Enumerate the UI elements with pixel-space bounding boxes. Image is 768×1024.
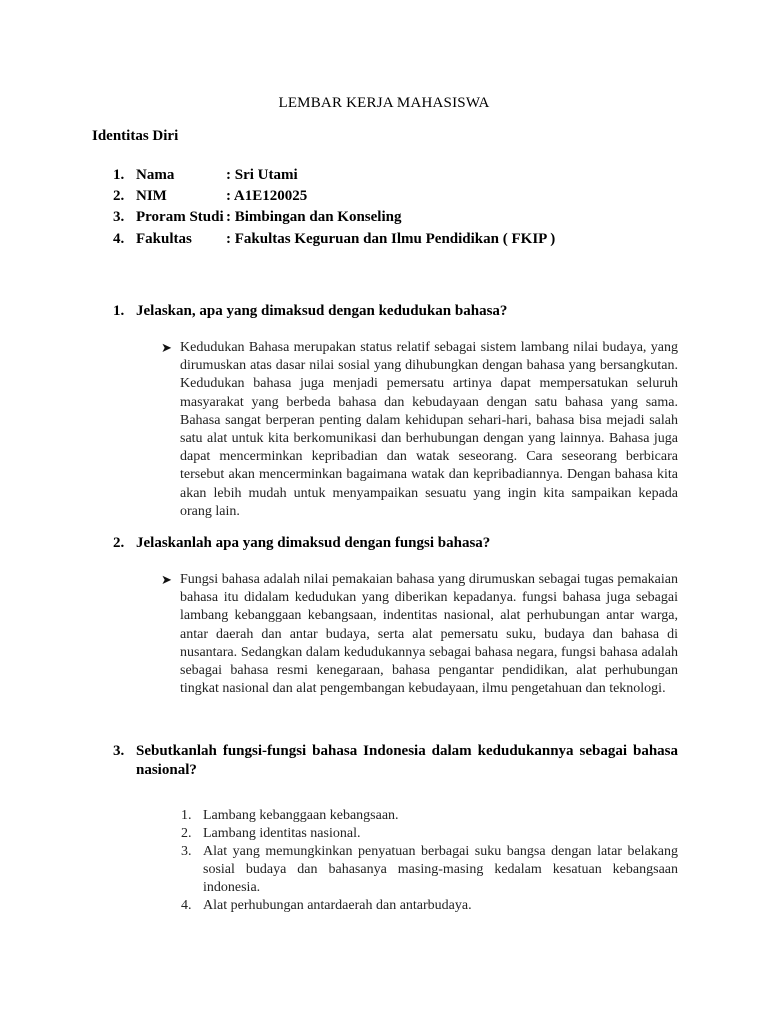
identity-row-number: 4. xyxy=(113,231,125,247)
national-functions-list xyxy=(181,807,678,915)
identity-row-number: 1. xyxy=(113,167,125,183)
identity-row-value: : Bimbingan dan Konseling xyxy=(226,209,402,225)
list-item-text: Lambang identitas nasional. xyxy=(203,826,361,841)
identity-row-label: Proram Studi xyxy=(136,209,224,225)
list-item-number: 3. xyxy=(181,844,192,859)
answer-1 xyxy=(161,339,678,521)
list-item-text: Lambang kebanggaan kebangsaan. xyxy=(203,808,399,823)
question-text: Jelaskanlah apa yang dimaksud dengan fungsi bahasa? xyxy=(136,535,491,551)
list-item xyxy=(181,825,678,843)
list-item xyxy=(181,897,678,915)
identity-row-number: 3. xyxy=(113,209,125,225)
list-item-number: 1. xyxy=(181,808,192,823)
document-title: LEMBAR KERJA MAHASISWA xyxy=(278,95,490,111)
question-number: 3. xyxy=(113,743,125,759)
question-1 xyxy=(113,302,678,321)
question-number: 1. xyxy=(113,303,125,319)
answer-text: Fungsi bahasa adalah nilai pemakaian bahasa yang dirumuskan sebagai tugas pemakaian bahasa itu didalam kedudukan yang diberikan kepadanya. fungsi bahasa juga sebagai lambang kebanggaan kebangsaan, indentitas nasional, alat perhubungan antar warga, antar daerah dan antar budaya, serta alat pemersatu suku, budaya dan bahasa di nusantara. Sedangkan dalam kedudukannya sebagai bahasa negara, fungsi bahasa adalah sebagai bahasa resmi kenegaraan, bahasa pengantar pendidikan, alat perhubungan tingkat nasional dan alat pengembangan kebudayaan, ilmu pengetahuan dan teknologi. xyxy=(180,572,678,697)
identity-heading: Identitas Diri xyxy=(92,128,179,144)
question-2 xyxy=(113,534,678,553)
arrow-bullet-icon: ➤ xyxy=(161,572,172,587)
identity-row-value: : Fakultas Keguruan dan Ilmu Pendidikan ( FKIP ) xyxy=(226,231,556,247)
identity-row-number: 2. xyxy=(113,188,125,204)
answer-text: Kedudukan Bahasa merupakan status relatif sebagai sistem lambang nilai budaya, yang dirumuskan atas dasar nilai sosial yang dihubungkan dengan bahasa yang bersangkutan. Kedudukan bahasa juga menjadi pemersatu artinya dapat mempersatukan seluruh masyarakat yang berbeda bahasa dan kebudayaan dengan satu bahasa yang sama. Bahasa sangat berperan penting dalam kehidupan sehari-hari, bahasa bisa mejadi salah satu alat untuk kita berkomunikasi dan berhubungan dengan yang lainnya. Bahasa juga dapat mencerminkan kepribadian dan watak seseorang. Cara seseorang berbicara tersebut akan mencerminkan bagaimana watak dan kepribadiannya. Dengan bahasa kita akan lebih mudah untuk menyampaikan sesuatu yang ingin kita sampaikan kepada orang lain. xyxy=(180,340,678,519)
list-item xyxy=(181,843,678,897)
arrow-bullet-icon: ➤ xyxy=(161,340,172,355)
question-text: Jelaskan, apa yang dimaksud dengan kedudukan bahasa? xyxy=(136,303,508,319)
list-item-number: 4. xyxy=(181,898,192,913)
list-item-text: Alat perhubungan antardaerah dan antarbudaya. xyxy=(203,898,472,913)
list-item-text: Alat yang memungkinkan penyatuan berbagai suku bangsa dengan latar belakang sosial budaya dan bahasanya masing-masing kedalam kesatuan kebangsaan indonesia. xyxy=(203,844,678,895)
answer-2 xyxy=(161,571,678,698)
identity-row-value: : A1E120025 xyxy=(226,188,308,204)
identity-row-label: Nama xyxy=(136,167,175,183)
question-number: 2. xyxy=(113,535,125,551)
question-3 xyxy=(113,742,678,780)
identity-row-value: : Sri Utami xyxy=(226,167,298,183)
question-text: Sebutkanlah fungsi-fungsi bahasa Indonesia dalam kedudukannya sebagai bahasa nasional? xyxy=(136,743,678,778)
list-item xyxy=(181,807,678,825)
identity-row-label: NIM xyxy=(136,188,167,204)
list-item-number: 2. xyxy=(181,826,192,841)
identity-row-label: Fakultas xyxy=(136,231,192,247)
